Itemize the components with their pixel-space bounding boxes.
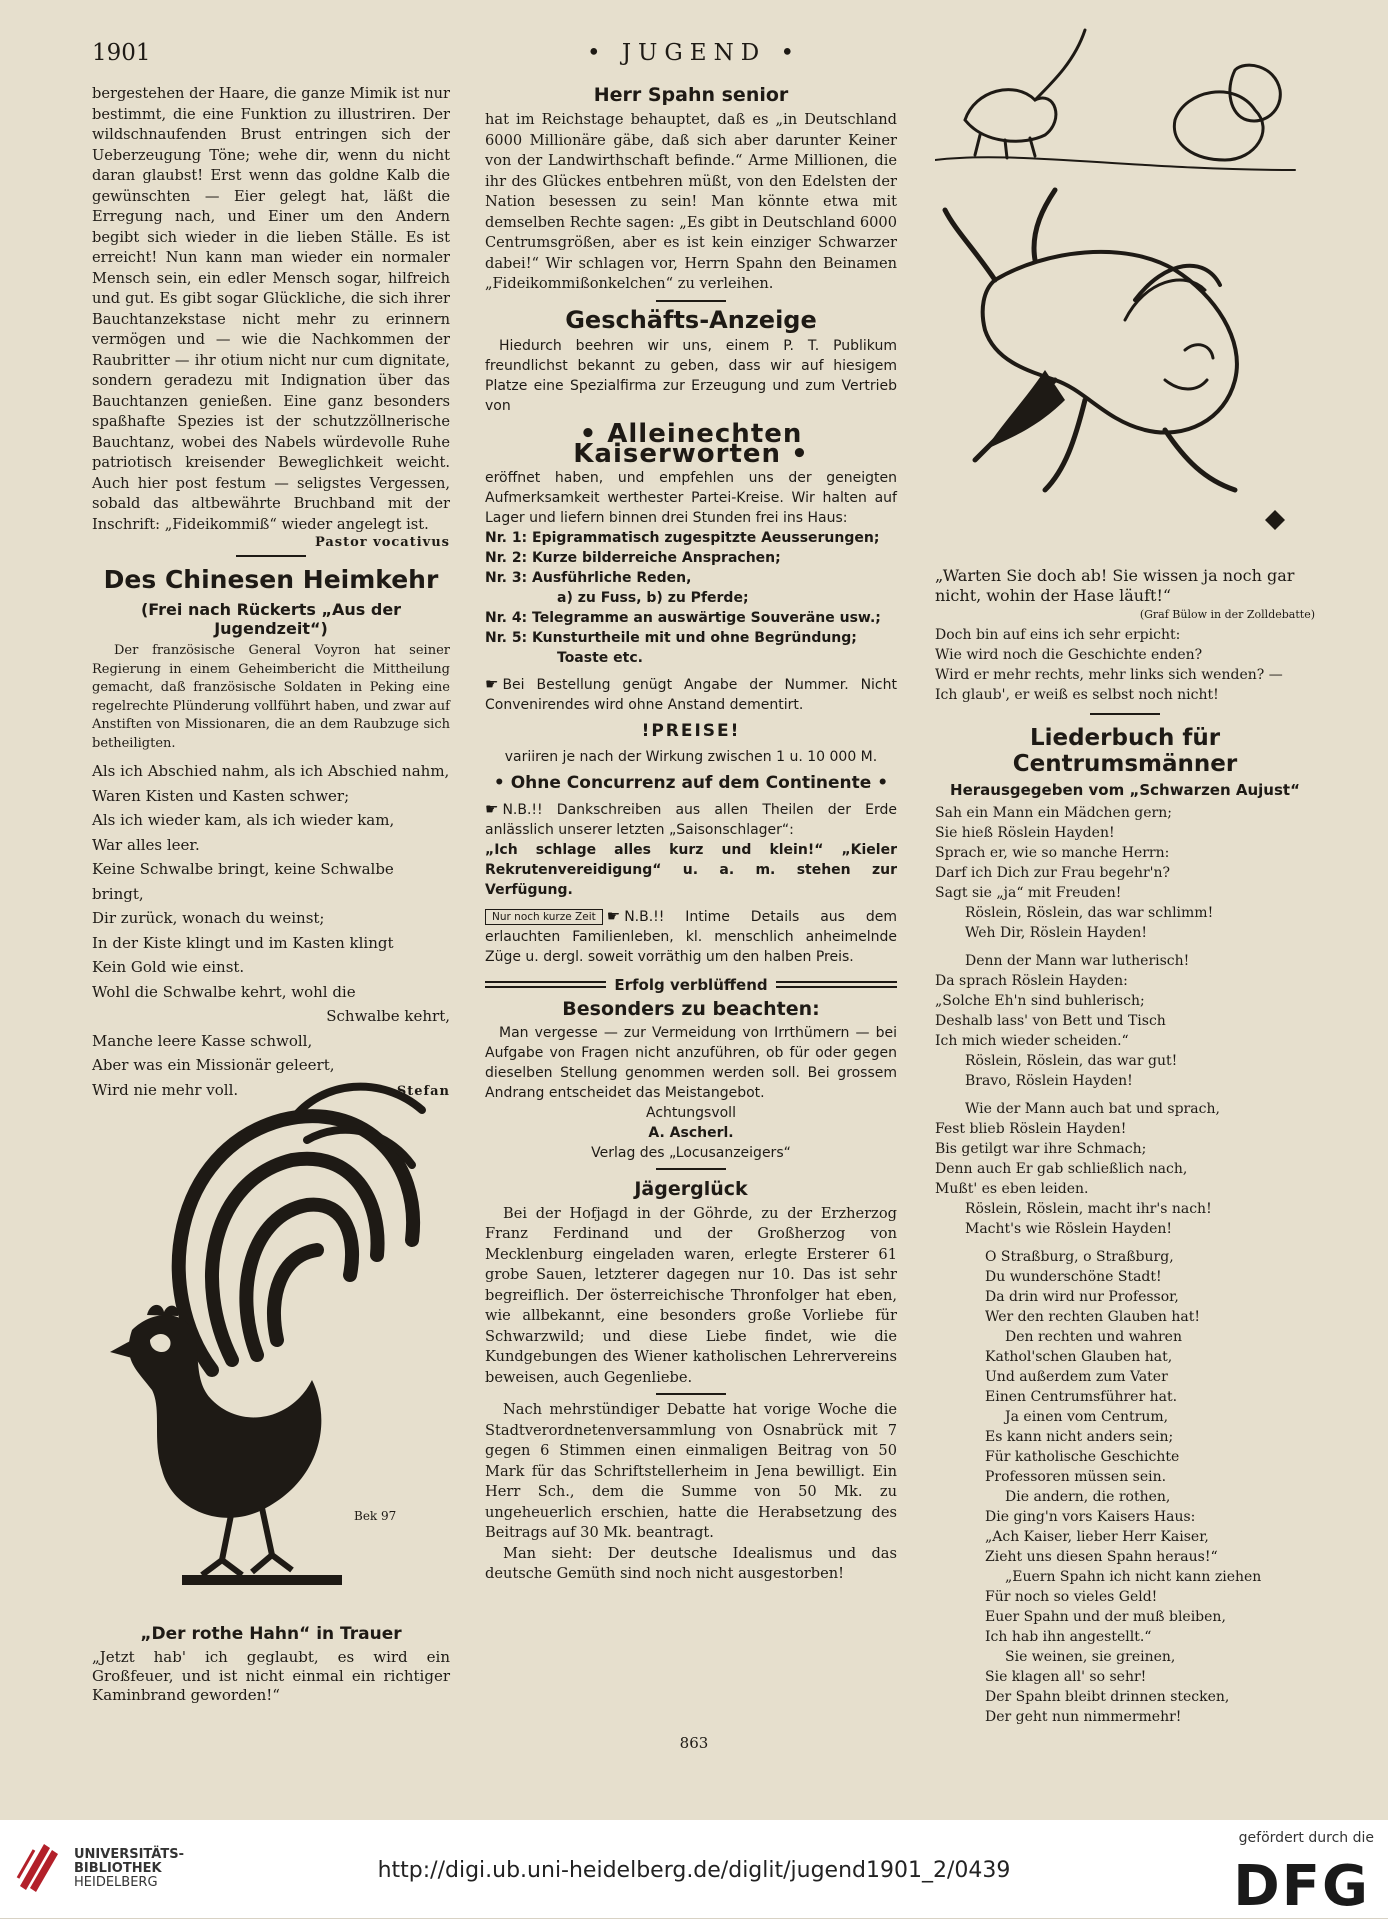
verse-line: „Euern Spahn ich nicht kann ziehen (1005, 1569, 1262, 1585)
ad-title: Geschäfts-Anzeige (565, 305, 817, 334)
ad-item: Toaste etc. (557, 649, 643, 666)
verse-line: Kathol'schen Glauben hat, (985, 1349, 1173, 1365)
verse-line: Sprach er, wie so manche Herrn: (935, 845, 1170, 861)
article-bauchtanz (92, 84, 450, 535)
double-rule (776, 981, 897, 988)
dfg-logo: DFG (1233, 1854, 1370, 1919)
ad-item: Nr. 4: Telegramme an auswärtige Souveräne usw.; (485, 609, 881, 626)
library-name-line: BIBLIOTHEK (74, 1861, 162, 1876)
verse-line: Ich hab ihn angestellt.“ (985, 1629, 1152, 1645)
advertisement (485, 305, 897, 1163)
funded-by-label: gefördert durch die (1238, 1830, 1374, 1846)
verse-line: Röslein, Röslein, das war gut! (965, 1053, 1178, 1069)
verse-line: Schwalbe kehrt, (326, 1007, 450, 1025)
verse-line: Manche leere Kasse schwoll, (92, 1031, 313, 1050)
verse-line: Kein Gold wie einst. (92, 958, 245, 976)
verse-line: Für noch so vieles Geld! (985, 1589, 1158, 1605)
article-jaegerglueck: Bei der Hofjagd in der Göhrde, zu der Erzherzog Franz Ferdinand und der Großherzog von Mecklenburg eingeladen waren, erlegte Ersterer 61 grobe Sauen, letzterer dagegen nur 10. Das ist sehr begreiflich. Der österreichische Thronfolger hat eben, wie allbekannt, eine besonders große Vorliebe für Schwarzwild; und diese Liebe findet, wie die Kundgebungen des Wiener katholischen Lehrervereins beweisen, auch Gegenliebe. (485, 1204, 897, 1386)
ad-no-competition: • Ohne Concurrenz auf dem Continente • (493, 772, 889, 793)
verse-line: Ich glaub', er weiß es selbst noch nicht! (935, 687, 1219, 703)
library-name-line: UNIVERSITÄTS- (74, 1847, 184, 1862)
stanza-gap (935, 1239, 1315, 1247)
verse-line: Wie wird noch die Geschichte enden? (935, 647, 1203, 663)
ad-banner (485, 975, 897, 995)
verse-line: Euer Spahn und der muß bleiben, (985, 1609, 1226, 1625)
heading-liederbuch: Liederbuch für Centrumsmänner (1012, 725, 1238, 777)
column-right (935, 566, 1315, 1727)
verse-line: Bravo, Röslein Hayden! (965, 1073, 1133, 1089)
ad-banner-text: Erfolg verblüffend (614, 975, 768, 994)
verse-line: Sie hieß Röslein Hayden! (935, 825, 1115, 841)
verse-line: Du wunderschöne Stadt! (985, 1269, 1162, 1285)
divider (236, 555, 306, 557)
ad-offer: eröffnet haben, und empfehlen uns der geneigten Aufmerksamkeit werthester Partei-Kreise. Wir halten auf Lager und liefern binnen drei Stunden frei ins Haus: (485, 469, 897, 526)
verse-line: Wohl die Schwalbe kehrt, wohl die (92, 982, 356, 1001)
liederbuch-poem (935, 803, 1315, 1727)
verse-line: Als ich Abschied nahm, als ich Abschied nahm, (92, 762, 450, 780)
verse-line: Keine Schwalbe bringt, keine Schwalbe bringt, (92, 860, 394, 903)
library-name-line: HEIDELBERG (74, 1875, 158, 1890)
ad-sign-publisher: Verlag des „Locusanzeigers“ (591, 1144, 791, 1161)
verse-line: Weh Dir, Röslein Hayden! (965, 925, 1147, 941)
ad-sign-name: A. Ascherl. (648, 1124, 734, 1141)
verse-line: Denn der Mann war lutherisch! (965, 953, 1190, 969)
ad-note: Man vergesse — zur Vermeidung von Irrthümern — bei Aufgabe von Fragen nicht anzuführen, ob für oder gegen dieselben Stellung genommen werden soll. Bei grossem Andrang entscheidet das Meistangebot. (485, 1024, 897, 1101)
signature-pastor: Pastor vocativus (314, 535, 450, 550)
heading-jaegerglueck: Jägerglück (634, 1177, 748, 1200)
hare-caption-source: (Graf Bülow in der Zolldebatte) (1139, 608, 1315, 621)
source-url-link[interactable]: http://digi.ub.uni-heidelberg.de/diglit/jugend1901_2/0439 (377, 1858, 1011, 1883)
verse-line: „Ach Kaiser, lieber Herr Kaiser, (985, 1529, 1209, 1545)
verse-line: Für katholische Geschichte (985, 1449, 1180, 1465)
verse-line: Da sprach Röslein Hayden: (935, 973, 1128, 989)
verse-line: Die ging'n vors Kaisers Haus: (985, 1509, 1196, 1525)
rooster-caption-block (92, 1622, 450, 1705)
verse-line: „Solche Eh'n sind buhlerisch; (935, 993, 1145, 1009)
verse-line: Sah ein Mann ein Mädchen gern; (935, 805, 1172, 821)
divider (656, 1168, 726, 1170)
hare-verse (935, 625, 1315, 705)
verse-line: Fest blieb Röslein Hayden! (935, 1121, 1127, 1137)
verse-line: Wird nie mehr voll. (92, 1080, 239, 1099)
ad-order-text: Bei Bestellung genügt Angabe der Nummer. Nicht Convenirendes wird ohne Anstand dementirt. (485, 676, 897, 713)
verse-line: Als ich wieder kam, als ich wieder kam, (92, 811, 395, 829)
ad-nb2-text: N.B.!! Intime Details aus dem erlauchten Familienleben, kl. menschlich anheimelnde Züge u. dergl. soweit vorräthig um den halben Preis. (485, 908, 897, 965)
ad-order-row (485, 674, 897, 715)
verse-line: Und außerdem zum Vater (985, 1369, 1168, 1385)
verse-line: Doch bin auf eins ich sehr erpicht: (935, 627, 1181, 643)
magazine-title: • JUGEND • (586, 40, 802, 66)
stanza-gap (935, 1091, 1315, 1099)
ad-item: Nr. 3: Ausführliche Reden, (485, 569, 692, 586)
page-year: 1901 (92, 40, 151, 66)
double-rule (485, 981, 606, 988)
verse-line: Wird er mehr rechts, mehr links sich wenden? — (935, 667, 1283, 683)
heading-herr-spahn: Herr Spahn senior (593, 84, 789, 106)
ad-item: Nr. 2: Kurze bilderreiche Ansprachen; (485, 549, 781, 566)
divider (1090, 713, 1160, 715)
verse-line: Wie der Mann auch bat und sprach, (965, 1101, 1220, 1117)
verse-line: Darf ich Dich zur Frau begehr'n? (935, 865, 1171, 881)
ad-nb1-row (485, 799, 897, 840)
divider (656, 1393, 726, 1395)
verse-line: Die andern, die rothen, (1005, 1489, 1171, 1505)
verse-line: Sagt sie „ja“ mit Freuden! (935, 885, 1122, 901)
verse-line: In der Kiste klingt und im Kasten klingt (92, 933, 394, 952)
verse-line: Mußt' es eben leiden. (935, 1181, 1089, 1197)
hare-caption: „Warten Sie doch ab! Sie wissen ja noch gar nicht, wohin der Hase läuft!“ (935, 566, 1295, 605)
verse-line: Der Spahn bleibt drinnen stecken, (985, 1689, 1230, 1705)
verse-line: Bis getilgt war ihre Schmach; (935, 1141, 1147, 1157)
verse-line: Den rechten und wahren (1005, 1329, 1182, 1345)
verse-line: Der geht nun nimmermehr! (985, 1709, 1182, 1725)
verse-line: Ja einen vom Centrum, (1005, 1409, 1169, 1425)
stanza-gap (935, 943, 1315, 951)
poem-note: Der französische General Voyron hat seiner Regierung in einem Geheimbericht die Mittheilung gemacht, daß französische Soldaten in Peking eine regelrechte Plünderung vollführt haben, und zwar auf Anstiften von Missionaren, die an dem Raubzuge sich betheiligten. (92, 643, 450, 751)
verse-line: Ich mich wieder scheiden.“ (935, 1033, 1129, 1049)
verse-line: Einen Centrumsführer hat. (985, 1389, 1178, 1405)
pointing-hand-icon: ☛ (485, 674, 499, 693)
verse-line: Da drin wird nur Professor, (985, 1289, 1179, 1305)
pointing-hand-icon: ☛ (485, 799, 499, 818)
verse-line: Waren Kisten und Kasten schwer; (92, 786, 350, 805)
pointing-hand-icon: ☛ (606, 906, 621, 925)
column-middle (485, 84, 897, 1585)
artist-signature: Bek 97 (354, 1509, 397, 1523)
verse-line: Deshalb lass' von Bett und Tisch (935, 1013, 1166, 1029)
verse-line: Professoren müssen sein. (985, 1469, 1167, 1485)
signature-stefan: Stefan (396, 1083, 450, 1099)
rooster-illustration (92, 1040, 452, 1620)
ad-headline: • Alleinechten Kaiserworten • (573, 418, 809, 469)
ad-limited-box: Nur noch kurze Zeit (485, 909, 603, 925)
verse-line: Röslein, Röslein, das war schlimm! (965, 905, 1214, 921)
ad-intro: Hiedurch beehren wir uns, einem P. T. Publikum freundlichst bekannt zu geben, dass wir auf hiesigem Platze eine Spezialfirma zur Erzeugung und zum Vertrieb von (485, 337, 897, 414)
verse-line: O Straßburg, o Straßburg, (985, 1249, 1174, 1265)
article-osnabrueck: Nach mehrstündiger Debatte hat vorige Woche die Stadtverordnetenversammlung von Osnabrück mit 7 gegen 6 Stimmen einen einmaligen Beitrag von 50 Mark für das Schriftstellerheim in Jena bewilligt. Ein Herr Sch., dem die Summe von 50 Mk. zu ungeheuerlich erschien, hatte die Herabsetzung des Beitrags auf 30 Mk. beantragt. (485, 1401, 897, 1541)
hare-illustration (935, 20, 1315, 568)
article-text: bergestehen der Haare, die ganze Mimik ist nur bestimmt, die eine Funktion zu illustriren. Der wildschnaufenden Brust entringen sich der Ueberzeugung Töne; wehe dir, wenn du nicht daran glaubst! Erst wenn das goldne Kalb die gewünschten — Eier gelegt hat, läßt die Erregung nach, und Einer um den Andern begibt sich wieder in die lieben Ställe. Es ist erreicht! Nun kann man wieder ein normaler Mensch sein, ein edler Mensch sogar, hilfreich und gut. Es gibt sogar Glückliche, die sich ihrer Bauchtanzekstase nicht mehr zu erinnern vermögen und — wie die Nachkommen der Raubritter — ihr otium nicht nur cum dignitate, sondern geradezu mit Indignation über das Bauchtanzen genießen. Eine ganz besonders spaßhafte Spezies ist der schutzzöllnerische Bauchtanz, wobei des Nabels würdevolle Ruhe patriotisch kreisender Beweglichkeit weicht. Auch hier post festum — seligstes Vergessen, sobald das altbewährte Bruchband mit der Inschrift: „Fideikommiß“ wieder angelegt ist. (92, 85, 450, 533)
ad-note-title: Besonders zu beachten: (562, 997, 820, 1020)
rooster-caption-text: „Jetzt hab' ich geglaubt, es wird ein Großfeuer, und ist nicht einmal ein richtiger Kaminbrand geworden!“ (92, 1648, 450, 1704)
verse-line: Röslein, Röslein, macht ihr's nach! (965, 1201, 1212, 1217)
verse-line: Denn auch Er gab schließlich nach, (935, 1161, 1188, 1177)
ad-nb2-row (485, 906, 897, 967)
verse-line: Dir zurück, wonach du weinst; (92, 909, 325, 927)
verse-line: Aber was ein Missionär geleert, (92, 1056, 335, 1074)
ad-item: Nr. 1: Epigrammatisch zugespitzte Aeusserungen; (485, 529, 880, 546)
ad-sign-regards: Achtungsvoll (646, 1104, 736, 1121)
rooster-caption-title: „Der rothe Hahn“ in Trauer (140, 1624, 402, 1644)
article-herr-spahn: hat im Reichstage behauptet, daß es „in Deutschland 6000 Millionäre gäbe, daß sich aber darunter Keiner von der Landwirthschaft befinde.“ Arme Millionen, die ihr des Glückes entbehren müßt, von den Edelsten der Nation besessen zu sein! Man könnte etwa mit demselben Rechte sagen: „Es gibt in Deutschland 6000 Centrumsgrößen, aber es ist kein einziger Schwarzer dabei!“ Wir schlagen vor, Herrn Spahn den Beinamen „Fideikommißonkelchen“ zu verleihen. (485, 111, 897, 292)
verse-line: War alles leer. (92, 835, 200, 854)
ad-prices-text: variiren je nach der Wirkung zwischen 1 u. 10 000 M. (504, 748, 878, 765)
verse-line: Zieht uns diesen Spahn heraus!“ (985, 1549, 1218, 1565)
page-number: 863 (679, 1734, 709, 1752)
column-left (92, 84, 450, 1104)
ad-schlager: „Ich schlage alles kurz und klein!“ „Kieler Rekrutenvereidigung“ u. a. m. stehen zur Verfügung. (485, 841, 897, 898)
article-idealismus: Man sieht: Der deutsche Idealismus und das deutsche Gemüth sind noch nicht ausgestorben! (485, 1544, 897, 1582)
poem-subtitle: (Frei nach Rückerts „Aus der Jugendzeit“) (140, 600, 402, 638)
ad-prices-heading: !PREISE! (641, 720, 741, 741)
divider (656, 300, 726, 302)
verse-line: Wer den rechten Glauben hat! (985, 1309, 1200, 1325)
digitization-footer (0, 1820, 1388, 1918)
subheading-liederbuch: Herausgegeben vom „Schwarzen Aujust“ (950, 781, 1300, 799)
verse-line: Sie klagen all' so sehr! (985, 1669, 1147, 1685)
verse-line: Es kann nicht anders sein; (985, 1429, 1174, 1445)
verse-line: Macht's wie Röslein Hayden! (965, 1221, 1173, 1237)
ad-item: a) zu Fuss, b) zu Pferde; (557, 589, 749, 606)
verse-line: Sie weinen, sie greinen, (1005, 1649, 1176, 1665)
poem-title: Des Chinesen Heimkehr (103, 565, 439, 594)
ad-item: Nr. 5: Kunsturtheile mit und ohne Begründung; (485, 629, 857, 646)
ad-nb1-text: N.B.!! Dankschreiben aus allen Theilen der Erde anlässlich unserer letzten „Saisonschlager“: (485, 801, 897, 838)
